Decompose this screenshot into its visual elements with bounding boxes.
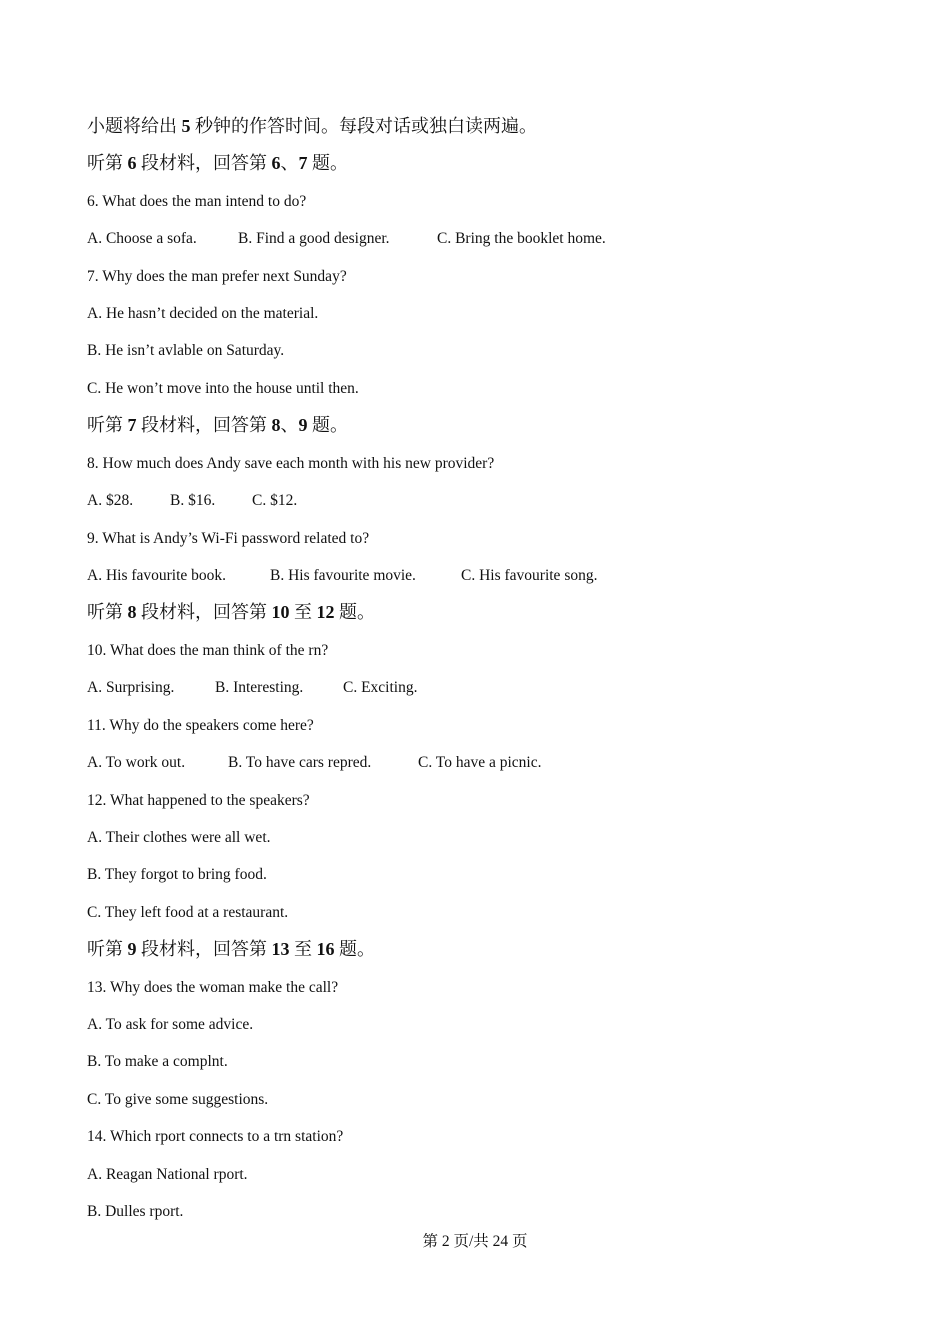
question-14-option-b: B. Dulles rport. bbox=[87, 1203, 184, 1220]
heading-num: 9 bbox=[298, 415, 308, 435]
heading-num: 12 bbox=[316, 602, 335, 622]
section-heading-6 bbox=[87, 152, 348, 174]
heading-text: 题。 bbox=[334, 602, 375, 622]
option-c: C. Exciting. bbox=[343, 679, 418, 696]
heading-num: 13 bbox=[271, 939, 290, 959]
heading-num: 6 bbox=[127, 153, 137, 173]
heading-text: 、 bbox=[280, 153, 299, 173]
heading-text: 听第 bbox=[87, 153, 128, 173]
heading-text: 段材料，回答第 bbox=[136, 939, 272, 959]
heading-text: 题。 bbox=[307, 415, 348, 435]
heading-num: 9 bbox=[127, 939, 137, 959]
option-b: B. Find a good designer. bbox=[238, 230, 390, 247]
heading-text: 听第 bbox=[87, 415, 128, 435]
question-6: 6. What does the man intend to do? bbox=[87, 193, 307, 210]
question-7: 7. Why does the man prefer next Sunday? bbox=[87, 268, 347, 285]
question-12-option-c: C. They left food at a restaurant. bbox=[87, 904, 289, 921]
question-10-options bbox=[87, 678, 417, 698]
option-a: A. To work out. bbox=[87, 754, 186, 771]
heading-text: 听第 bbox=[87, 939, 128, 959]
question-7-option-c: C. He won’t move into the house until then. bbox=[87, 380, 359, 397]
option-a: A. Choose a sofa. bbox=[87, 230, 197, 247]
option-a: A. Surprising. bbox=[87, 679, 175, 696]
section-heading-8 bbox=[87, 601, 375, 623]
question-11-options bbox=[87, 753, 541, 773]
heading-text: 段材料，回答第 bbox=[136, 153, 272, 173]
page-footer: 第 2 页/共 24 页 bbox=[422, 1233, 528, 1250]
heading-num: 7 bbox=[127, 415, 137, 435]
intro-instruction bbox=[87, 115, 537, 137]
section-heading-9 bbox=[87, 938, 375, 960]
question-10: 10. What does the man think of the rn? bbox=[87, 642, 329, 659]
heading-num: 8 bbox=[127, 602, 137, 622]
question-12-option-a: A. Their clothes were all wet. bbox=[87, 829, 271, 846]
option-a: A. His favourite book. bbox=[87, 567, 227, 584]
heading-text: 至 bbox=[289, 939, 317, 959]
question-13-option-b: B. To make a complnt. bbox=[87, 1053, 228, 1070]
question-12: 12. What happened to the speakers? bbox=[87, 792, 310, 809]
question-6-options bbox=[87, 229, 606, 249]
option-b: B. Interesting. bbox=[215, 679, 304, 696]
question-12-option-b: B. They forgot to bring food. bbox=[87, 866, 267, 883]
heading-num: 10 bbox=[271, 602, 290, 622]
question-9: 9. What is Andy’s Wi-Fi password related to? bbox=[87, 530, 370, 547]
question-13-option-c: C. To give some suggestions. bbox=[87, 1091, 269, 1108]
question-9-options bbox=[87, 566, 597, 586]
question-8: 8. How much does Andy save each month with his new provider? bbox=[87, 455, 495, 472]
heading-text: 听第 bbox=[87, 602, 128, 622]
option-c: C. $12. bbox=[252, 492, 298, 509]
option-a: A. $28. bbox=[87, 492, 134, 509]
question-14-option-a: A. Reagan National rport. bbox=[87, 1166, 248, 1183]
heading-text: 题。 bbox=[307, 153, 348, 173]
option-c: C. His favourite song. bbox=[461, 567, 598, 584]
option-b: B. $16. bbox=[170, 492, 216, 509]
heading-text: 题。 bbox=[334, 939, 375, 959]
option-b: B. To have cars repred. bbox=[228, 754, 372, 771]
option-c: C. To have a picnic. bbox=[418, 754, 542, 771]
heading-num: 8 bbox=[271, 415, 281, 435]
heading-num: 6 bbox=[271, 153, 281, 173]
option-c: C. Bring the booklet home. bbox=[437, 230, 606, 247]
heading-text: 段材料，回答第 bbox=[136, 602, 272, 622]
question-7-option-b: B. He isn’t avlable on Saturday. bbox=[87, 342, 285, 359]
heading-num: 7 bbox=[298, 153, 308, 173]
heading-text: 段材料，回答第 bbox=[136, 415, 272, 435]
question-13-option-a: A. To ask for some advice. bbox=[87, 1016, 254, 1033]
heading-num: 16 bbox=[316, 939, 335, 959]
intro-text-pre: 小题将给出 bbox=[87, 116, 182, 136]
section-heading-7 bbox=[87, 414, 348, 436]
question-13: 13. Why does the woman make the call? bbox=[87, 979, 339, 996]
option-b: B. His favourite movie. bbox=[270, 567, 416, 584]
question-8-options bbox=[87, 491, 297, 511]
intro-seconds: 5 bbox=[181, 116, 191, 136]
heading-text: 、 bbox=[280, 415, 299, 435]
question-7-option-a: A. He hasn’t decided on the material. bbox=[87, 305, 319, 322]
heading-text: 至 bbox=[289, 602, 317, 622]
question-14: 14. Which rport connects to a trn station? bbox=[87, 1128, 344, 1145]
question-11: 11. Why do the speakers come here? bbox=[87, 717, 314, 734]
intro-text-post: 秒钟的作答时间。每段对话或独白读两遍。 bbox=[190, 116, 537, 136]
